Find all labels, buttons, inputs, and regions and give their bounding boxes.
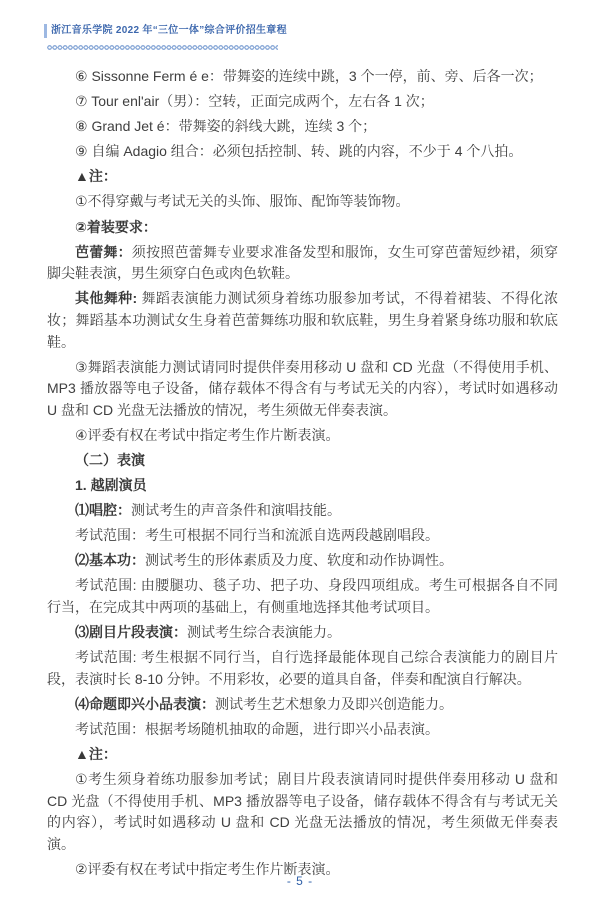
paragraph-text: 考试范围：根据考场随机抽取的命题，进行即兴小品表演。 [75, 721, 439, 738]
paragraph [47, 166, 558, 188]
paragraph-text: ⑥ Sissonne Ferm é e：带舞姿的连续中跳，3 个一停，前、旁、后各一次； [75, 68, 543, 84]
paragraph-label: ▲注： [75, 168, 117, 185]
paragraph-text: 须按照芭蕾舞专业要求准备发型和服饰，女生可穿芭蕾短纱裙，须穿脚尖鞋表演，男生须穿白色或肉色软鞋。 [47, 243, 559, 282]
paragraph-label: （二）表演 [75, 452, 145, 468]
paragraph [47, 66, 558, 88]
paragraph [47, 288, 558, 353]
paragraph [47, 475, 558, 497]
paragraph-text: 测试考生的声音条件和演唱技能。 [131, 502, 341, 519]
paragraph [47, 550, 558, 572]
paragraph-text: 测试考生艺术想象力及即兴创造能力。 [215, 695, 453, 712]
paragraph [47, 357, 558, 422]
paragraph-text: ⑧ Grand Jet é：带舞姿的斜线大跳，连续 3 个； [75, 118, 377, 135]
paragraph-label: ②着装要求： [75, 218, 157, 235]
paragraph-label: ⑷命题即兴小品表演： [75, 695, 215, 712]
paragraph [47, 191, 558, 213]
paragraph [47, 425, 558, 447]
paragraph-text: ⑨ 自编 Adagio 组合：必须包括控制、转、跳的内容，不少于 4 个八拍。 [75, 143, 523, 160]
document-body [47, 66, 558, 884]
paragraph [47, 141, 558, 163]
paragraph-text: ①不得穿戴与考试无关的头饰、服饰、配饰等装饰物。 [75, 193, 410, 210]
paragraph [47, 622, 558, 644]
paragraph-label: 1. 越剧演员 [75, 477, 147, 494]
page-number: - 5 - [286, 874, 314, 888]
paragraph [47, 242, 558, 285]
paragraph [47, 769, 558, 855]
paragraph-label: 芭蕾舞： [75, 243, 132, 260]
paragraph-text: ①考生须身着练功服参加考试；剧目片段表演请同时提供伴奏用移动 U 盘和 CD 光盘（不得使用手机、MP3 播放器等电子设备，储存载体不得含有与考试无关的内容），考试时如遇移动 U 盘和 CD 光盘无法播放的情况，考生须做无伴奏表演。 [47, 771, 558, 852]
paragraph-label: 其他舞种: [75, 290, 138, 307]
paragraph [47, 217, 558, 239]
paragraph [47, 500, 558, 522]
paragraph [47, 525, 558, 547]
header-decorative-chain [47, 44, 278, 51]
paragraph-text: 测试考生综合表演能力。 [187, 624, 341, 641]
paragraph-label: ⑶剧目片段表演： [75, 624, 187, 641]
paragraph-text: 考试范围: 由腰腿功、毯子功、把子功、身段四项组成。考生可根据各自不同行当，在完成其中两项的基础上，有侧重地选择其他考试项目。 [47, 577, 558, 616]
paragraph-text: 舞蹈表演能力测试须身着练功服参加考试，不得着裙装、不得化浓妆；舞蹈基本功测试女生身着芭蕾舞练功服和软底鞋，男生身着紧身练功服和软底鞋。 [47, 290, 558, 350]
paragraph-label: ⑴唱腔： [75, 502, 131, 519]
page-header [44, 22, 564, 54]
paragraph [47, 719, 558, 741]
paragraph-text: 考试范围：考生可根据不同行当和流派自选两段越剧唱段。 [75, 527, 439, 544]
paragraph [47, 91, 558, 113]
header-accent-bar [44, 24, 47, 38]
header-title: 浙江音乐学院 2022 年“三位一体”综合评价招生章程 [51, 25, 287, 36]
paragraph-text: 考试范围: 考生根据不同行当，自行选择最能体现自己综合表演能力的剧目片段，表演时长 8-10 分钟。不用彩妆，必要的道具自备，伴奏和配演自行解决。 [47, 649, 558, 687]
paragraph [47, 647, 558, 690]
paragraph-label: ⑵基本功： [75, 552, 145, 569]
paragraph [47, 116, 558, 138]
paragraph-text: ⑦ Tour enl'air（男）：空转，正面完成两个，左右各 1 次； [75, 93, 434, 110]
page-footer [0, 872, 600, 890]
paragraph [47, 744, 558, 766]
paragraph [47, 450, 558, 472]
paragraph-text: 测试考生的形体素质及力度、软度和动作协调性。 [145, 552, 453, 569]
paragraph [47, 694, 558, 716]
paragraph-text: ④评委有权在考试中指定考生作片断表演。 [75, 426, 340, 443]
paragraph [47, 575, 558, 618]
paragraph-label: ▲注： [75, 746, 117, 763]
paragraph-text: ②评委有权在考试中指定考生作片断表演。 [75, 861, 340, 878]
paragraph-text: ③舞蹈表演能力测试请同时提供伴奏用移动 U 盘和 CD 光盘（不得使用手机、MP3 播放器等电子设备，储存载体不得含有与考试无关的内容），考试时如遇移动 U 盘和 CD 光盘无法播放的情况，考生须做无伴奏表演。 [47, 358, 558, 418]
